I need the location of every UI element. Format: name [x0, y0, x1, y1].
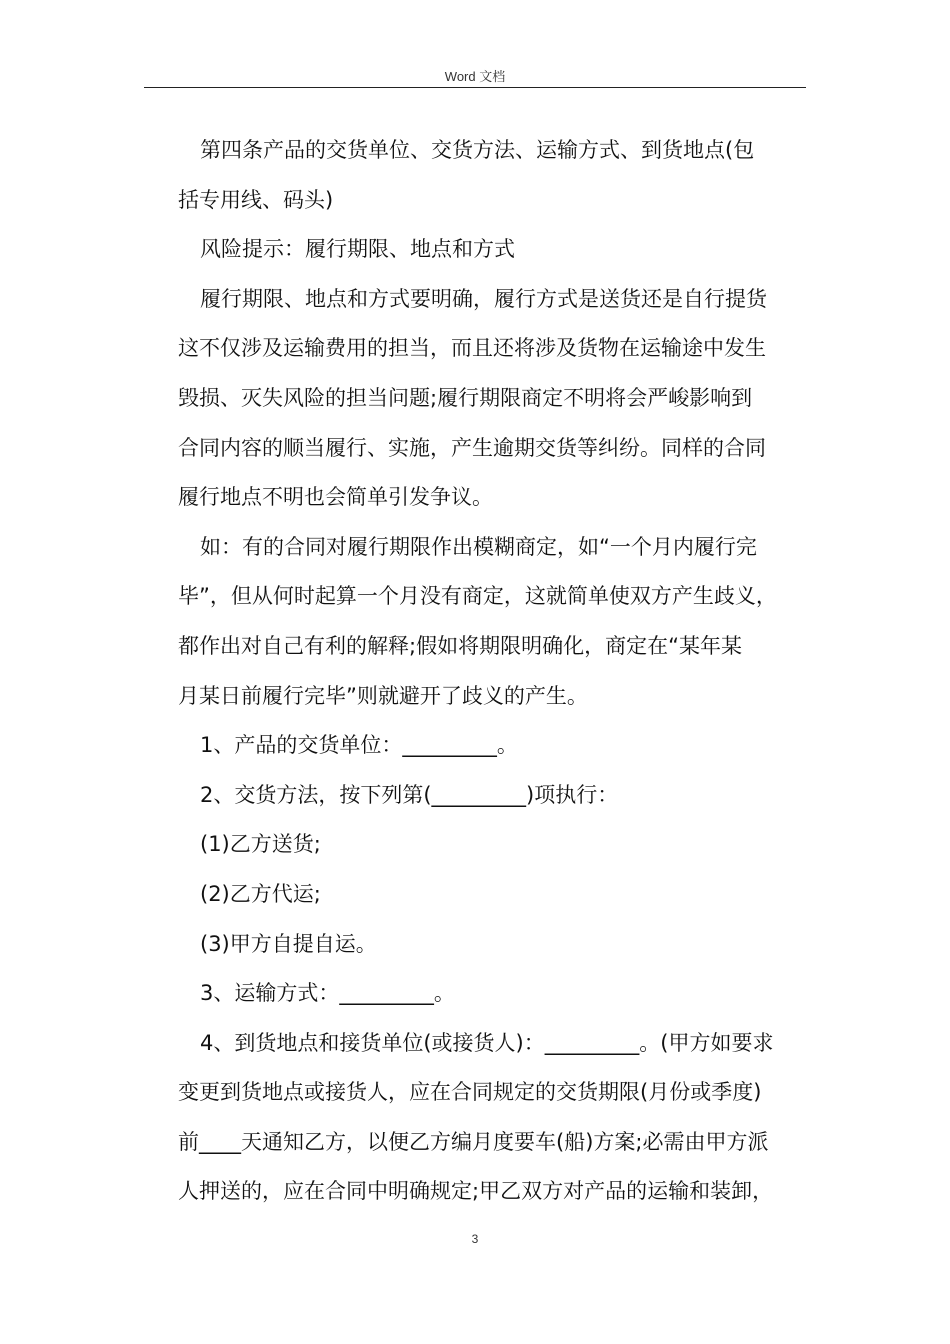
- paragraph-line: 毕”，但从何时起算一个月没有商定，这就简单使双方产生歧义，: [178, 584, 777, 609]
- paragraph-line: 毁损、灭失风险的担当问题;履行期限商定不明将会严峻影响到: [178, 385, 753, 410]
- document-body: [178, 126, 818, 1217]
- paragraph-line: 第四条产品的交货单位、交货方法、运输方式、到货地点(包: [200, 138, 755, 162]
- paragraph-line: 前____天通知乙方，以便乙方编月度要车(船)方案;必需由甲方派: [178, 1129, 769, 1154]
- list-item: 1、产品的交货单位：_________。: [200, 733, 518, 758]
- paragraph-line: 履行期限、地点和方式要明确，履行方式是送货还是自行提货: [200, 286, 767, 311]
- list-item: 4、到货地点和接货单位(或接货人)：_________。(甲方如要求: [200, 1030, 774, 1055]
- paragraph-line: 合同内容的顺当履行、实施，产生逾期交货等纠纷。同样的合同: [178, 435, 766, 460]
- list-item: (3)甲方自提自运。: [200, 931, 377, 956]
- paragraph-line: 人押送的，应在合同中明确规定;甲乙双方对产品的运输和装卸，: [178, 1179, 774, 1204]
- list-item: 2、交货方法，按下列第(_________)项执行：: [200, 782, 619, 807]
- paragraph-line: 这不仅涉及运输费用的担当，而且还将涉及货物在运输途中发生: [178, 336, 766, 361]
- paragraph-line: 变更到货地点或接货人，应在合同规定的交货期限(月份或季度): [178, 1080, 762, 1105]
- header-divider: [144, 87, 806, 88]
- paragraph-line: 如：有的合同对履行期限作出模糊商定，如“一个月内履行完: [200, 534, 757, 559]
- list-item: (2)乙方代运;: [200, 881, 321, 906]
- paragraph-line: 月某日前履行完毕”则就避开了歧义的产生。: [178, 683, 588, 708]
- paragraph-line: 括专用线、码头): [178, 187, 334, 212]
- paragraph-line: 风险提示：履行期限、地点和方式: [200, 237, 515, 262]
- page-number: 3: [471, 1232, 479, 1246]
- list-item: 3、运输方式：_________。: [200, 981, 455, 1006]
- paragraph-line: 履行地点不明也会简单引发争议。: [178, 485, 493, 510]
- list-item: (1)乙方送货;: [200, 832, 321, 857]
- paragraph-line: 都作出对自己有利的解释;假如将期限明确化，商定在“某年某: [178, 633, 742, 658]
- page-header: Word 文档: [444, 69, 506, 84]
